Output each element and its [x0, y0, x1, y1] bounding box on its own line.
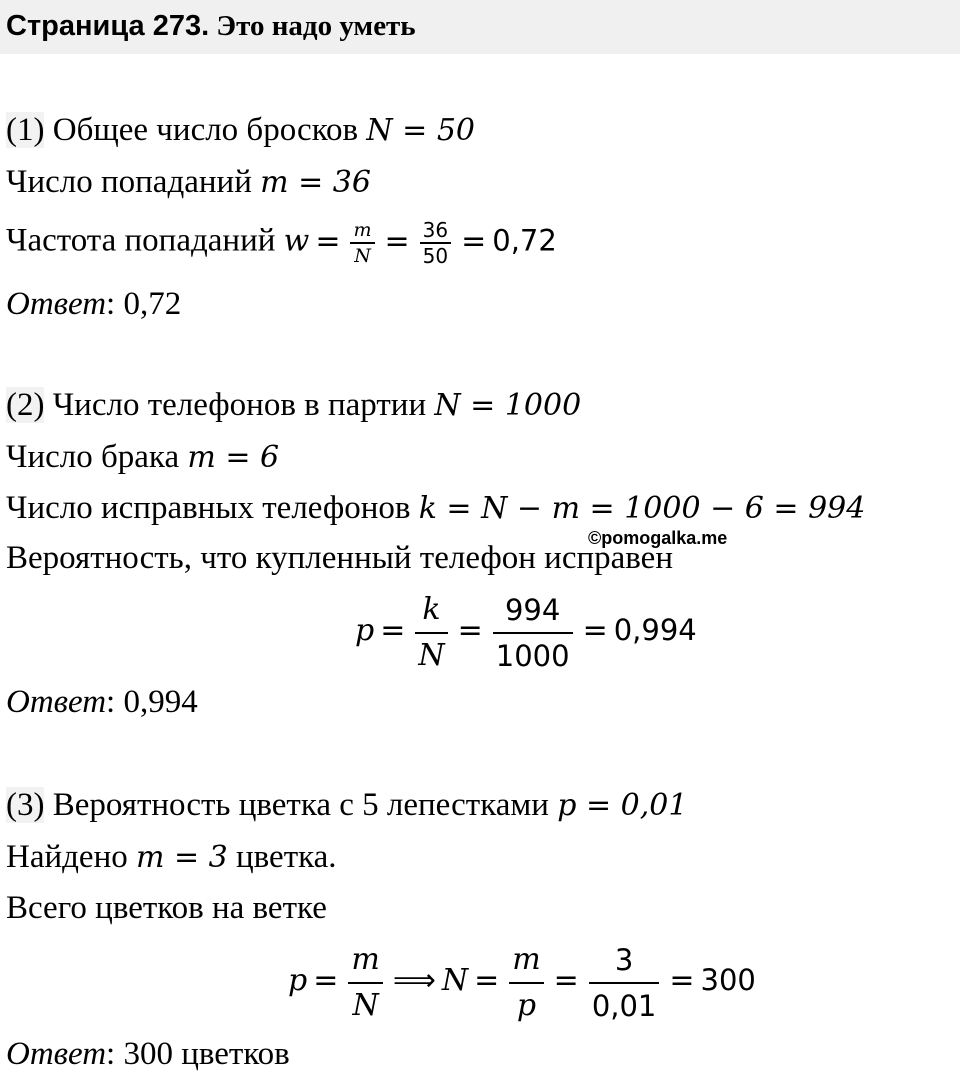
task2-formula-result: 0,994 [613, 612, 697, 647]
task3-formula-result: 300 [700, 962, 756, 997]
task3-formula-lhs: p [288, 962, 308, 998]
task1-fraction-m-over-n: $\frac{m}{N}$ [350, 218, 374, 268]
task2-line3 [6, 488, 865, 529]
page-label: Страница 273. [6, 10, 210, 42]
task1-result: 0,72 [492, 223, 557, 258]
task3-fraction-m-over-p: $\frac{m}{p}$ [509, 938, 543, 1028]
task3-fraction-3-over-001: $\frac{3}{0,01}$ [589, 938, 660, 1028]
task1-line1 [6, 110, 475, 151]
task1-line3: Частота попаданий w = $\frac{m}{N}$ = $\frac{36}{50}$ = 0,72 [6, 218, 557, 268]
task1-answer-value: : 0,72 [106, 286, 182, 322]
task3-fraction-m-over-n: $\frac{m}{N}$ [348, 938, 382, 1028]
task1-line2 [6, 162, 371, 203]
task2-line3-math: k = N − m = 1000 − 6 = 994 [418, 491, 866, 526]
task2-line2-text: Число брака [6, 439, 180, 475]
task2-line3-text: Число исправных телефонов [6, 490, 411, 526]
task1-answer-label: Ответ [6, 286, 107, 322]
task3-line1 [6, 785, 687, 826]
task3-line1-text: Вероятность цветка с 5 лепестками [52, 787, 549, 823]
task3-line3 [6, 888, 327, 928]
task3-line2-prefix: Найдено [6, 839, 128, 875]
task1-var-w: w [283, 223, 310, 259]
task3-line2-math: m = 3 [136, 840, 228, 875]
task2-answer-value: : 0,994 [106, 684, 198, 720]
task3-answer-label: Ответ [6, 1036, 107, 1072]
section-title: Это надо уметь [216, 10, 416, 42]
task1-line3-text: Частота попаданий [6, 222, 276, 259]
task3-answer [6, 1034, 290, 1074]
task3-formula: p = $\frac{m}{N}$ ⟹ N = $\frac{m}{p}$ = $\frac{3}{0,01}$ = 300 [288, 938, 756, 1028]
task2-line1-math: N = 1000 [434, 388, 582, 423]
task2-fraction-994-over-1000: $\frac{994}{1000}$ [493, 588, 573, 678]
task1-line1-text: Общее число бросков [52, 112, 359, 148]
task1-line2-math: m = 36 [260, 165, 371, 200]
task2-answer-label: Ответ [6, 684, 107, 720]
task2-line1 [6, 385, 581, 426]
task3-number: (3) [6, 787, 45, 823]
task2-fraction-k-over-n: $\frac{k}{N}$ [415, 588, 447, 678]
task2-line2 [6, 437, 279, 478]
task2-line4-text: Вероятность, что купленный телефон исправен [6, 540, 673, 576]
task2-number: (2) [6, 387, 45, 423]
task1-fraction-36-over-50: $\frac{36}{50}$ [420, 218, 451, 268]
task1-number: (1) [6, 112, 45, 148]
implies-arrow: ⟹ [392, 962, 436, 998]
task3-line1-math: p = 0,01 [557, 788, 688, 823]
task2-formula: p = $\frac{k}{N}$ = $\frac{994}{1000}$ = 0,994 [355, 588, 697, 678]
task1-line2-text: Число попаданий [6, 164, 252, 200]
task2-line4 [6, 538, 673, 578]
watermark: ©pomogalka.me [588, 528, 728, 548]
task2-line2-math: m = 6 [187, 440, 280, 475]
page-title [6, 6, 416, 46]
task3-line3-text: Всего цветков на ветке [6, 890, 327, 926]
task3-formula-mid: N [441, 962, 469, 998]
task3-answer-value: : 300 цветков [106, 1036, 290, 1072]
task3-line2-suffix: цветка. [236, 839, 337, 875]
task1-answer [6, 284, 181, 324]
task1-line1-math: N = 50 [366, 113, 476, 148]
task3-line2 [6, 837, 337, 878]
task2-line1-text: Число телефонов в партии [52, 387, 427, 423]
task2-answer [6, 682, 198, 722]
task2-formula-lhs: p [355, 612, 375, 648]
